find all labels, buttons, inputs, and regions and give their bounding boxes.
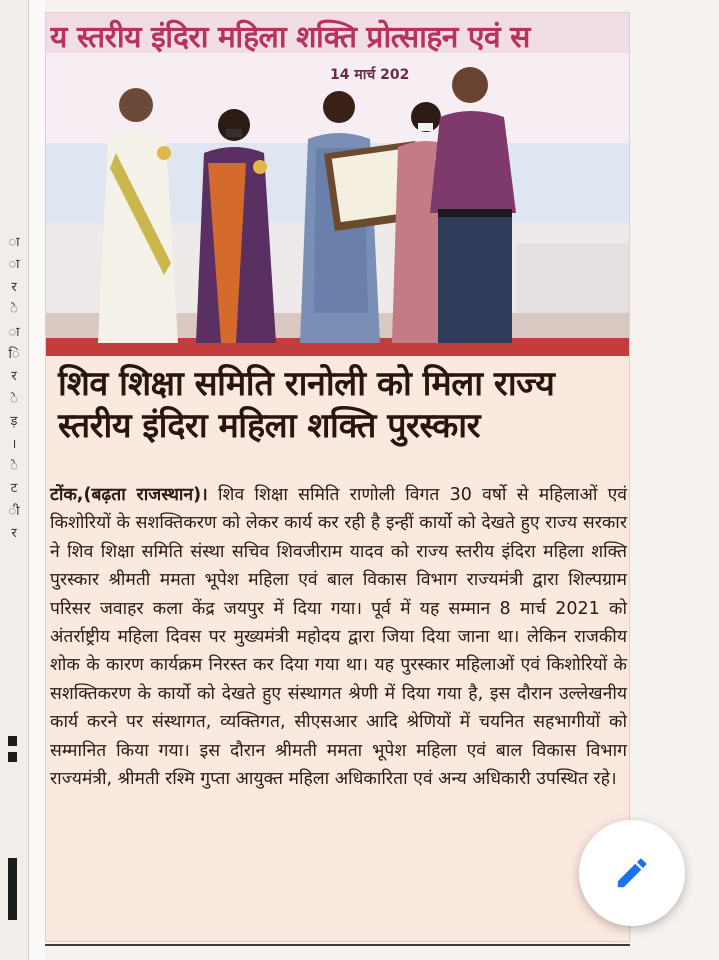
adjacent-column-char: र — [11, 369, 17, 385]
adjacent-column-strip — [0, 0, 29, 960]
adjacent-column-mark — [8, 736, 17, 746]
news-clipping — [45, 12, 630, 942]
adjacent-column-text — [2, 232, 26, 546]
pencil-edit-icon — [613, 854, 651, 892]
adjacent-column-char: ी — [8, 503, 20, 519]
adjacent-column-char: ा — [8, 324, 20, 340]
adjacent-column-char: ड़ — [10, 414, 18, 430]
bottom-rule — [45, 944, 630, 946]
adjacent-column-char: ि — [8, 347, 20, 363]
stage-sofa-right — [516, 243, 629, 313]
article-body — [50, 481, 627, 793]
stage-banner-text: य स्तरीय इंदिरा महिला शक्ति प्रोत्साहन एवं स — [50, 20, 530, 55]
headline-line-2: स्तरीय इंदिरा महिला शक्ति पुरस्कार — [58, 406, 480, 446]
adjacent-column-char: । — [11, 436, 17, 452]
adjacent-column-char: र — [11, 279, 17, 295]
edit-fab-button[interactable] — [579, 820, 685, 926]
adjacent-column-mark — [8, 752, 17, 762]
adjacent-column-char: ा — [8, 235, 20, 250]
adjacent-column-char: ट — [10, 481, 18, 497]
award-ceremony-photo — [46, 13, 629, 356]
headline-line-1: शिव शिक्षा समिति रानोली को मिला राज्य — [58, 364, 555, 404]
adjacent-column-bar — [8, 858, 17, 920]
adjacent-column-char: े — [10, 391, 18, 407]
headline — [58, 363, 623, 447]
adjacent-column-char: र — [11, 526, 17, 542]
clipping-margin — [30, 0, 45, 960]
adjacent-column-char: े — [10, 302, 18, 318]
article-body-text: शिव शिक्षा समिति राणोली विगत 30 वर्षो से महिलाओं एवं किशोरियों के सशक्तिकरण को लेकर कार्य कर रही है इन्हीं कार्यो को देखते हुए राज्य सरकार ने शिव शिक्षा समिति संस्था सचिव शिवजीराम यादव को राज्य स्तरीय इंदिरा महिला शक्ति पुरस्कार श्रीमती ममता भूपेश महिला एवं बाल विकास विभाग राज्यमंत्री द्वारा शिल्पग्राम परिसर जवाहर कला केंद्र जयपुर में दिया गया। पूर्व में यह सम्मान 8 मार्च 2021 को अंतर्राष्ट्रीय महिला दिवस पर मुख्यमंत्री महोदय द्वारा जिया दिया जाना था। लेकिन राजकीय शोक के कारण कार्यक्रम निरस्त कर दिया गया था। यह पुरस्कार महिलाओं एवं किशोरियों के सशक्तिकरण के कार्यो को देखते हुए संस्थागत श्रेणी में दिया गया है, इस दौरान उल्लेखनीय कार्य करने पर संस्थागत, व्यक्तिगत, सीएसआर आदि श्रेणियों में चयनित सहभागीयों को सम्मानित किया गया। इस दौरान श्रीमती ममता भूपेश महिला एवं बाल विकास विभाग राज्यमंत्री, श्रीमती रश्मि गुप्ता आयुक्त महिला अधिकारिता एवं अन्य अधिकारी उपस्थित रहे। — [50, 485, 627, 790]
adjacent-column-char: े — [10, 459, 18, 475]
dateline: टोंक,(बढ़ता राजस्थान)। — [50, 485, 208, 505]
adjacent-column-char: ा — [8, 257, 20, 273]
stage-banner-date: 14 मार्च 202 — [330, 67, 410, 83]
